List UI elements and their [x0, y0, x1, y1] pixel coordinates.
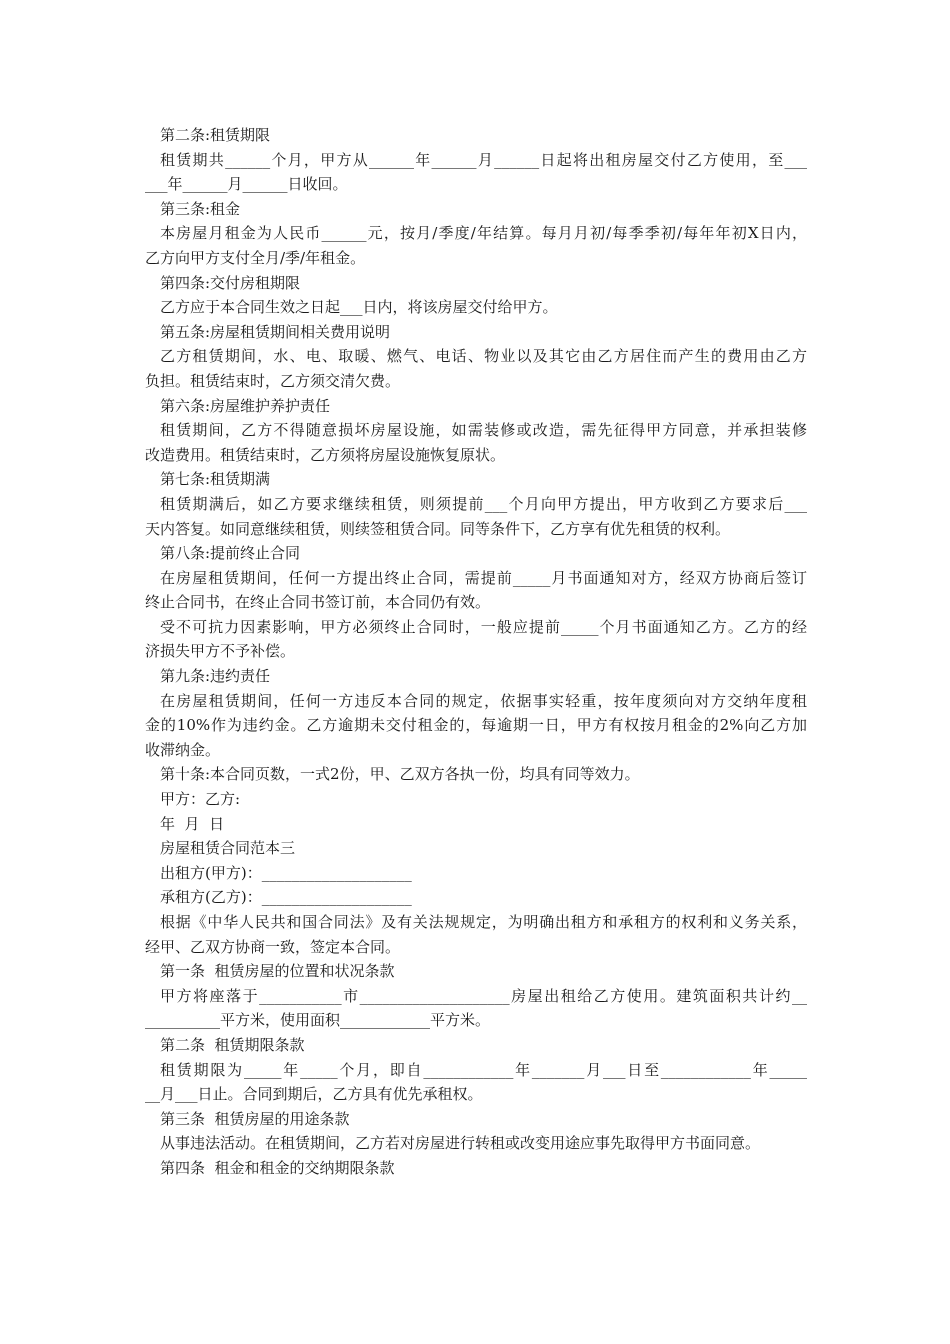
paragraph-line: 在房屋租赁期间，任何一方违反本合同的规定，依据事实轻重，按年度须向对方交纳年度租 — [160, 691, 807, 710]
clause-heading: 第九条:违约责任 — [160, 667, 271, 686]
clause-heading: 第四条:交付房租期限 — [160, 273, 301, 292]
clause-heading: 第二条 租赁期限条款 — [160, 1035, 305, 1054]
paragraph-line: 甲方将座落于___________市____________________房屋出租给乙方使用。建筑面积共计约__ — [160, 986, 807, 1005]
paragraph-line: 乙方应于本合同生效之日起___日内，将该房屋交付给甲方。 — [160, 298, 558, 317]
clause-heading: 第五条:房屋租赁期间相关费用说明 — [160, 322, 391, 341]
paragraph-line: 济损失甲方不予补偿。 — [145, 642, 296, 661]
clause-heading: 第三条:租金 — [160, 199, 241, 218]
signature-parties: 甲方：乙方: — [160, 790, 241, 809]
lessor-field: 出租方(甲方)：____________________ — [160, 863, 412, 882]
clause-heading: 第三条 租赁房屋的用途条款 — [160, 1109, 350, 1128]
paragraph-line: 租赁期限为_____年_____个月，即自____________年_______月___日至____________年_____ — [160, 1060, 807, 1079]
clause-heading: 第八条:提前终止合同 — [160, 544, 301, 563]
paragraph-line: __________平方米，使用面积____________平方米。 — [145, 1011, 491, 1030]
paragraph-line: 根据《中华人民共和国合同法》及有关法规规定，为明确出租方和承租方的权利和义务关系， — [160, 913, 807, 931]
paragraph-line: 第十条:本合同页数，一式2份，甲、乙双方各执一份，均具有同等效力。 — [160, 765, 640, 784]
paragraph-line: 从事违法活动。在租赁期间，乙方若对房屋进行转租或改变用途应事先取得甲方书面同意。 — [160, 1134, 761, 1153]
paragraph-line: 负担。租赁结束时，乙方须交清欠费。 — [145, 371, 401, 390]
paragraph-line: __月___日止。合同到期后，乙方具有优先承租权。 — [145, 1085, 483, 1104]
paragraph-line: 本房屋月租金为人民币______元，按月/季度/年结算。每月月初/每季季初/每年年初X日内， — [160, 224, 807, 243]
clause-heading: 第七条:租赁期满 — [160, 470, 271, 489]
paragraph-line: 租赁期共______个月，甲方从______年______月______日起将出租房屋交付乙方使用，至___ — [160, 150, 807, 169]
lessee-field: 承租方(乙方)：____________________ — [160, 888, 412, 907]
paragraph-line: 收滞纳金。 — [145, 740, 221, 759]
clause-heading: 第四条 租金和租金的交纳期限条款 — [160, 1158, 395, 1177]
paragraph-line: 租赁期满后，如乙方要求继续租赁，则须提前___个月向甲方提出，甲方收到乙方要求后___ — [160, 494, 807, 513]
clause-heading: 第二条:租赁期限 — [160, 126, 271, 144]
paragraph-line: 经甲、乙双方协商一致，签定本合同。 — [145, 937, 401, 956]
paragraph-line: ___年______月______日收回。 — [145, 175, 348, 194]
clause-heading: 第一条 租赁房屋的位置和状况条款 — [160, 962, 395, 981]
paragraph-line: 金的10%作为违约金。乙方逾期未交付租金的，每逾期一日，甲方有权按月租金的2%向乙方加 — [145, 716, 807, 735]
signature-date: 年 月 日 — [160, 814, 225, 833]
paragraph-line: 乙方租赁期间，水、电、取暖、燃气、电话、物业以及其它由乙方居住而产生的费用由乙方 — [160, 347, 807, 366]
clause-heading: 第六条:房屋维护养护责任 — [160, 396, 331, 415]
paragraph-line: 受不可抗力因素影响，甲方必须终止合同时，一般应提前_____个月书面通知乙方。乙方的经 — [160, 617, 807, 636]
paragraph-line: 改造费用。租赁结束时，乙方须将房屋设施恢复原状。 — [145, 445, 506, 464]
paragraph-line: 在房屋租赁期间，任何一方提出终止合同，需提前_____月书面通知对方，经双方协商后签订 — [160, 568, 807, 587]
document-body — [145, 123, 807, 1181]
paragraph-line: 乙方向甲方支付全月/季/年租金。 — [145, 248, 366, 267]
paragraph-line: 终止合同书，在终止合同书签订前，本合同仍有效。 — [145, 593, 491, 612]
paragraph-line: 天内答复。如同意继续租赁，则续签租赁合同。同等条件下，乙方享有优先租赁的权利。 — [145, 519, 731, 538]
section-title: 房屋租赁合同范本三 — [160, 839, 296, 858]
paragraph-line: 租赁期间，乙方不得随意损坏房屋设施，如需装修或改造，需先征得甲方同意，并承担装修 — [160, 421, 807, 440]
